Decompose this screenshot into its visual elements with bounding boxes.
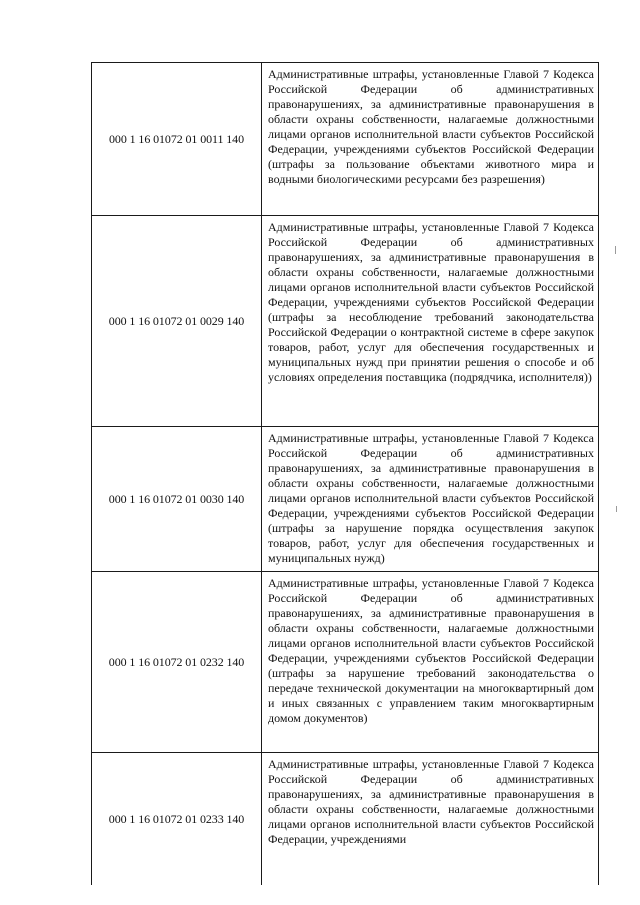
table-row <box>92 216 599 427</box>
scan-artifact <box>615 246 616 254</box>
description-cell: Административные штрафы, установленные Главой 7 Кодекса Российской Федерации об административных правонарушениях, за административные правонарушения в области охраны собственности, налагаемые должностными лицами органов исполнительной власти субъектов Российской Федерации, учреждениями субъектов Российской Федерации (штрафы за нарушение порядка осуществления закупок товаров, работ, услуг для обеспечения государственных и муниципальных нужд) <box>262 427 599 572</box>
description-cell: Административные штрафы, установленные Главой 7 Кодекса Российской Федерации об административных правонарушениях, за административные правонарушения в области охраны собственности, налагаемые должностными лицами органов исполнительной власти субъектов Российской Федерации, учреждениями субъектов Российской Федерации (штрафы за нарушение требований законодательства о передаче технической документации на многоквартирный дом и иных связанных с управлением таким многоквартирным домом документов) <box>262 572 599 753</box>
table-row <box>92 427 599 572</box>
table-row <box>92 572 599 753</box>
table-row <box>92 753 599 886</box>
description-cell: Административные штрафы, установленные Главой 7 Кодекса Российской Федерации об административных правонарушениях, за административные правонарушения в области охраны собственности, налагаемые должностными лицами органов исполнительной власти субъектов Российской Федерации, учреждениями субъектов Российской Федерации (штрафы за несоблюдение требований законодательства Российской Федерации о контрактной системе в сфере закупок товаров, работ, услуг для обеспечения государственных и муниципальных нужд при принятии решения о способе и об условиях определения поставщика (подрядчика, исполнителя)) <box>262 216 599 427</box>
scan-artifact <box>616 506 617 512</box>
budget-code-cell: 000 1 16 01072 01 0011 140 <box>92 63 262 216</box>
description-cell: Административные штрафы, установленные Главой 7 Кодекса Российской Федерации об административных правонарушениях, за административные правонарушения в области охраны собственности, налагаемые должностными лицами органов исполнительной власти субъектов Российской Федерации, учреждениями субъектов Российской Федерации (штрафы за пользование объектами животного мира и водными биологическими ресурсами без разрешения) <box>262 63 599 216</box>
budget-code-cell: 000 1 16 01072 01 0233 140 <box>92 753 262 886</box>
budget-codes-table <box>91 62 599 885</box>
budget-code-cell: 000 1 16 01072 01 0030 140 <box>92 427 262 572</box>
budget-code-cell: 000 1 16 01072 01 0232 140 <box>92 572 262 753</box>
table-row <box>92 63 599 216</box>
description-cell: Административные штрафы, установленные Главой 7 Кодекса Российской Федерации об административных правонарушениях, за административные правонарушения в области охраны собственности, налагаемые должностными лицами органов исполнительной власти субъектов Российской Федерации, учреждениями <box>262 753 599 886</box>
budget-code-cell: 000 1 16 01072 01 0029 140 <box>92 216 262 427</box>
